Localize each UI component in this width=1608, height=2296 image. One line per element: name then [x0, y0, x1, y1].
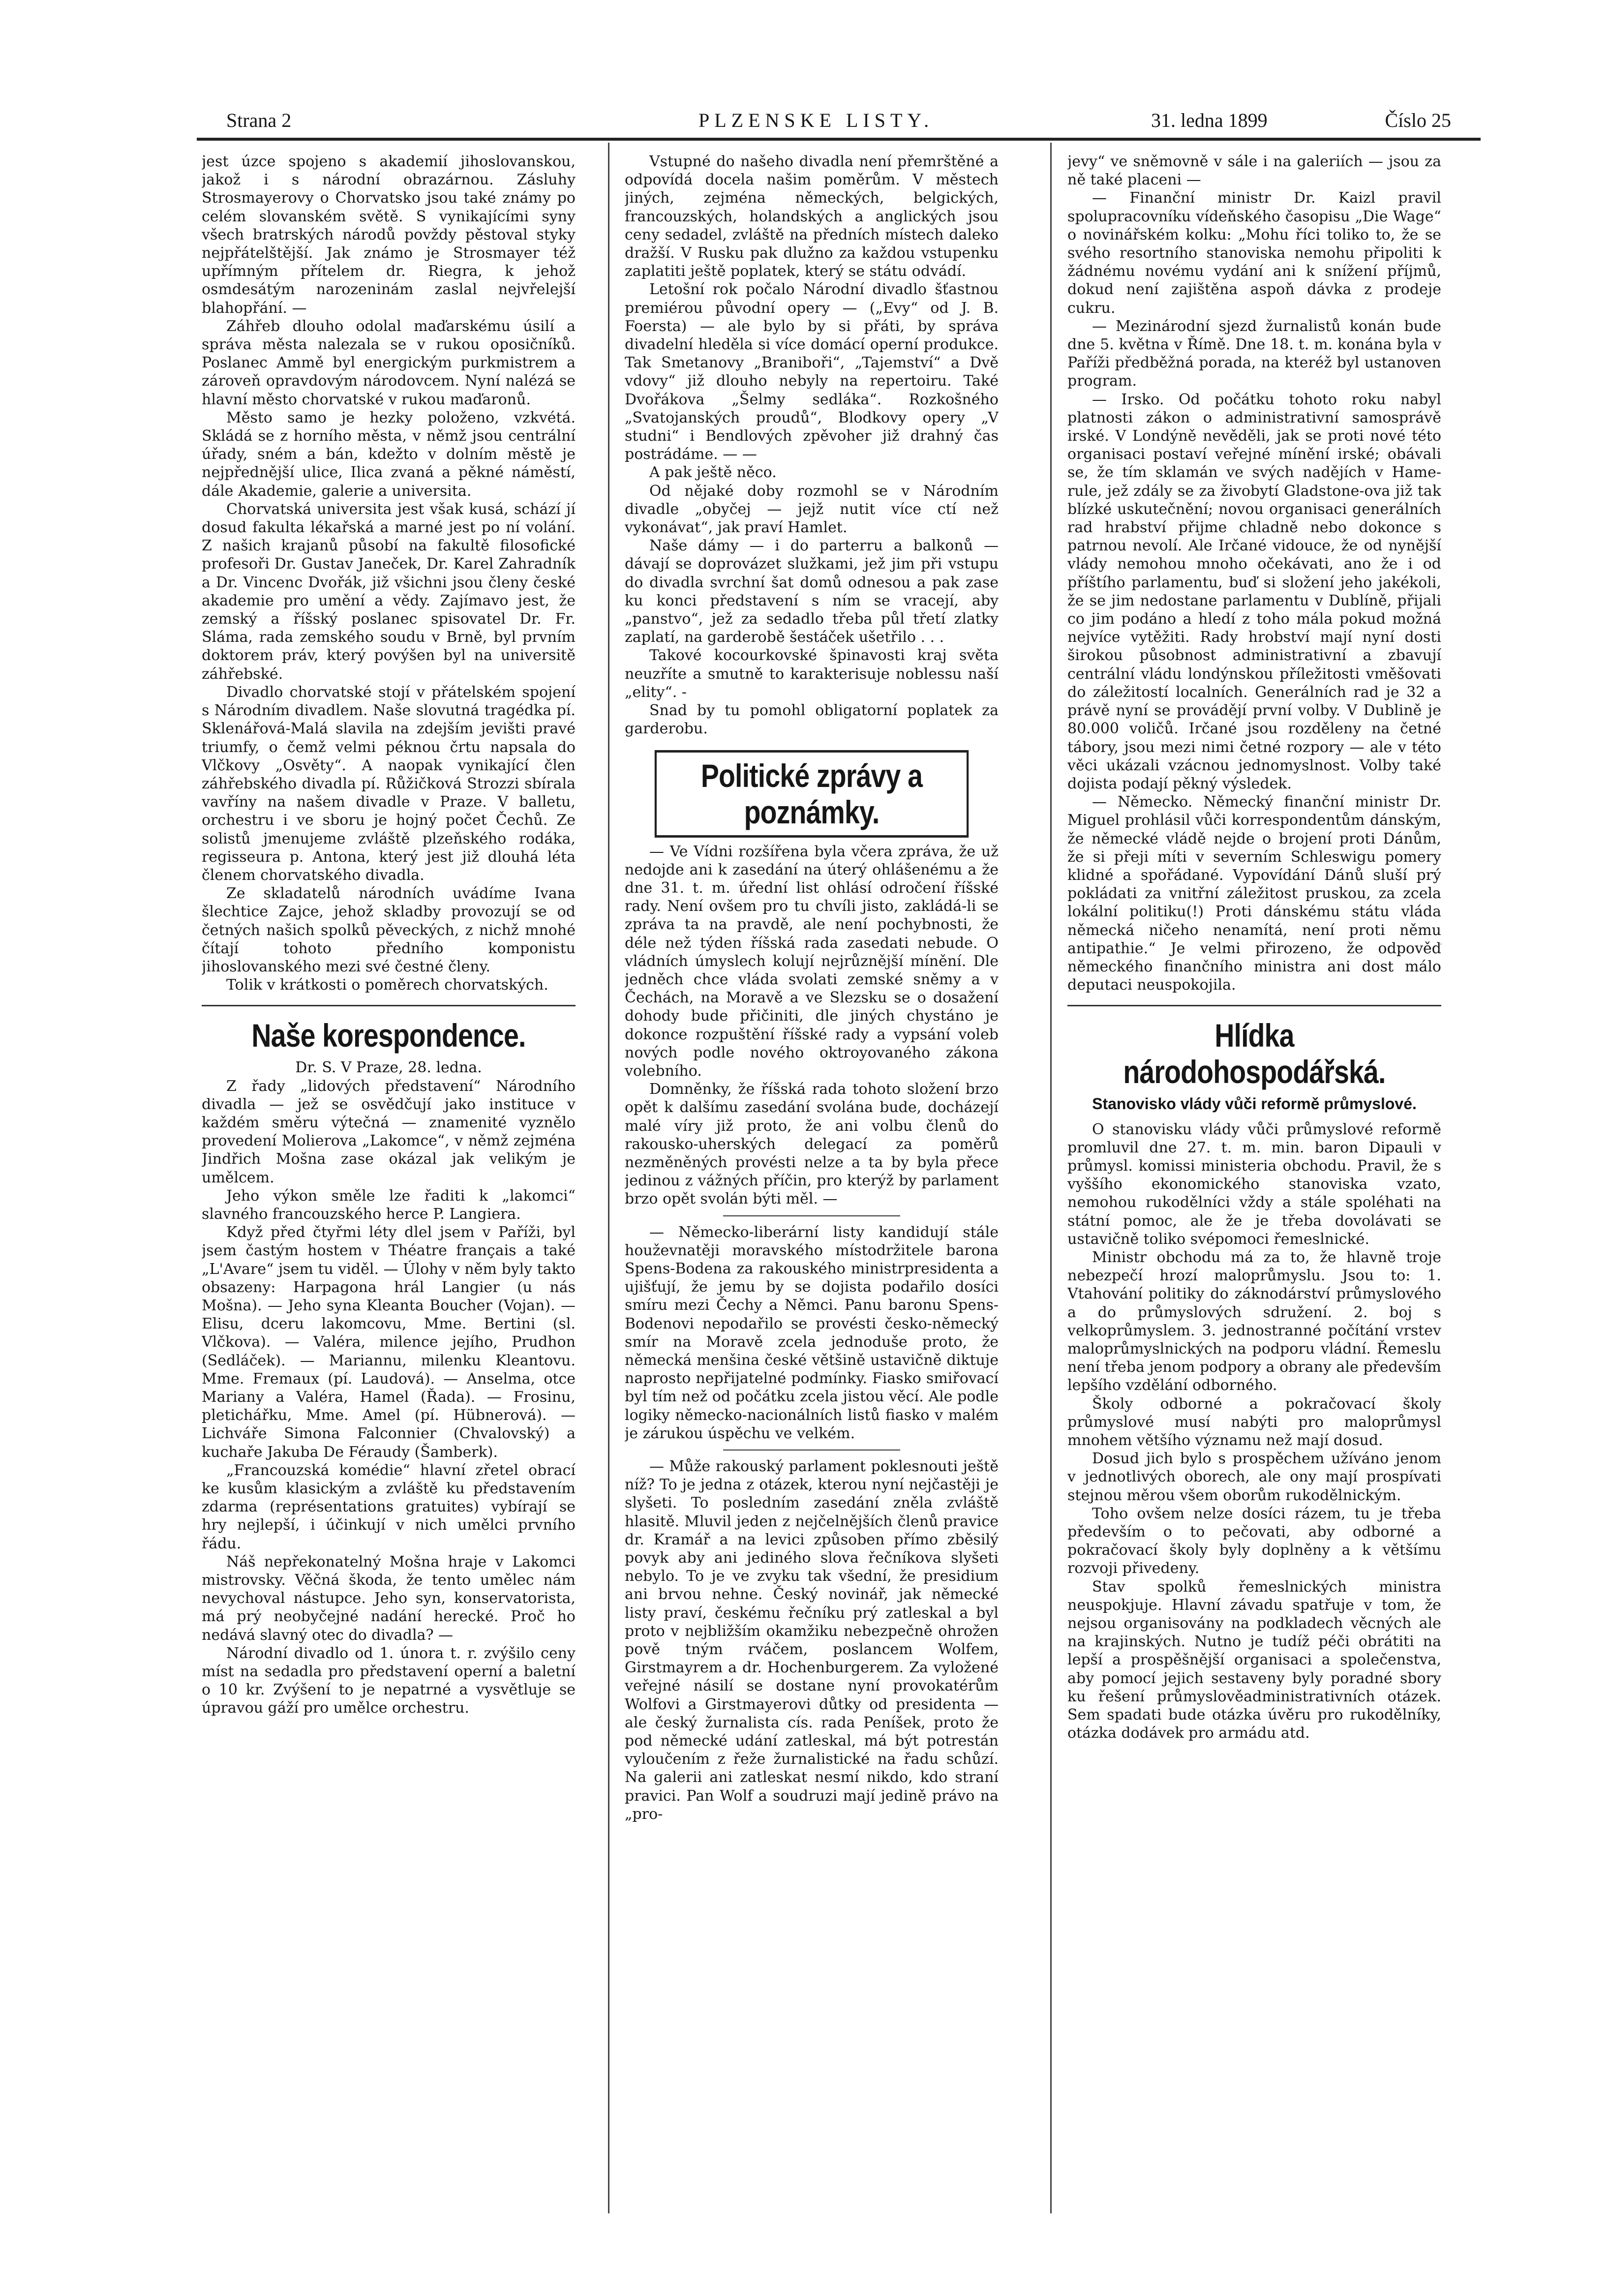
section-heading: Politické zprávy a poznámky.	[655, 750, 969, 838]
paragraph: Z řady „lidových představení“ Národního divadla — jež se osvědčují jako instituce v každém směru výtečná — znamenité vyznělo provedení Molierova „Lakomce“, v němž zejména Jindřich Mošna zase okázal jak velikým je umělcem.	[202, 1077, 576, 1186]
newspaper-title: PLZENSKE LISTY.	[698, 109, 934, 131]
paragraph: — Finanční ministr Dr. Kaizl pravil spolupracovníku vídeňského časopisu „Die Wage“ o novinářském kolku: „Mohu říci toliko to, že se svého resortního stanoviska nemohu připoliti k žádnému novému vydání ani k snížení příjmů, dokud není zajištěna aspoň dávka z prodeje cukru.	[1067, 189, 1441, 317]
paragraph: Letošní rok počalo Národní divadlo šťastnou premiérou původní opery — („Evy“ od J. B. Foersta) — ale bylo by si přáti, by správa divadelní hleděla si více domácí operní produkce. Tak Smetanovy „Braniboři“, „Tajemství“ a Dvě vdovy“ již dlouho nebyly na repertoiru. Také Dvořákova „Šelmy sedláka“. Rozkošného „Svatojanských proudů“, Blodkovy opery „V studni“ i Bendlových zpěvoher již drahný čas postrádáme. — —	[625, 281, 999, 463]
paragraph: Snad by tu pomohl obligatorní poplatek za garderobu.	[625, 702, 999, 738]
paragraph: Město samo je hezky položeno, vzkvétá. Skládá se z horního města, v němž jsou centrální úřady, sném a bán, kdežto v dolním městě je nejpřednější ulice, Ilica zvaná a pěkné náměstí, dále Akademie, galerie a universita.	[202, 409, 576, 500]
paragraph: Naše dámy — i do parterru a balkonů — dávají se doprovázet služkami, jež jim při vstupu do divadla svrchní šat domů odnesou a pak zase ku konci představení s ním se vracejí, aby „panstvo“, jež za sedadlo třeba půl třetí zlatky zaplatí, na garderobě šestáček ušetřilo . . .	[625, 537, 999, 646]
column-1	[202, 152, 576, 2233]
page-number: Strana 2	[226, 109, 292, 131]
dateline: Dr. S. V Praze, 28. ledna.	[295, 1059, 482, 1077]
paragraph: Ministr obchodu má za to, že hlavně troje nebezpečí hrozí maloprůmyslu. Jsou to: 1. Vtahování politiky do záknodárství průmyslového a do průmyslových sdružení. 2. boj s velkoprůmyslem. 3. jednostranné počítání vrstev maloprůmyslnických na podporu vládní. Řemeslu není třeba jenom podpory a obrany ale především lepšího vzdělání odborného.	[1067, 1248, 1441, 1394]
paragraph: Stav spolků řemeslnických ministra neuspokjuje. Hlavní závadu spatřuje v tom, že nejsou organisovány na podkladech věcných ale na krajinských. Nutno je tudíž péči obrátiti na lepší a prospěšnější organisaci a společenstva, aby pomocí jejich sestaveny byly poradné sbory ku řešení průmyslověadministrativních otázek. Sem spadati bude otázka úvěru pro rukodělníky, otázka dodávek pro armádu atd.	[1067, 1578, 1441, 1742]
column-rule-2	[1050, 143, 1052, 2213]
page-header	[226, 106, 1451, 135]
paragraph: O stanovisku vlády vůči průmyslové reformě promluvil dne 27. t. m. min. baron Dipauli v průmysl. komissi ministeria obchodu. Pravil, že s vyššího ekonomického stanoviska vzato, nemohou rukodělníci vždy a stále spoléhati na státní pomoc, ale že je třeba dovolávati se ustavičně toliko svépomoci řemeslnické.	[1067, 1120, 1441, 1248]
short-divider	[723, 1215, 900, 1216]
paragraph: Jeho výkon směle lze řaditi k „lakomci“ slavného francouzského herce P. Langiera.	[202, 1187, 576, 1223]
issue-date: 31. ledna 1899	[1151, 109, 1268, 131]
paragraph: Ze skladatelů národních uvádíme Ivana šlechtice Zajce, jehož skladby provozují se od četných našich spolků pěveckých, z nichž mnohé čítají tohoto předního komponistu jihoslovanského mezi své čestné členy.	[202, 885, 576, 975]
paragraph: — Mezinárodní sjezd žurnalistů konán bude dne 5. května v Římě. Dne 18. t. m. konána byla v Paříži předběžná porada, na kteréž byl ustanoven program.	[1067, 317, 1441, 390]
subheading: Stanovisko vlády vůči reformě průmyslové.	[1092, 1095, 1417, 1113]
header-rule	[197, 138, 1481, 141]
paragraph: — Může rakouský parlament poklesnouti ještě níž? To je jedna z otázek, kterou nyní nejčastěji je slyšeti. To posledním zasedání zněla zvláště hlasitě. Mluvil jeden z nejčelnějších členů pravice dr. Kramář a na levici způsoben přímo zběsilý povyk aby ani jediného slova řečníkova slyšeti nebylo. To je ve zvyku tak všední, že presidium ani brvou nehne. Český novinář, jak německé listy praví, českému řečníku prý zatleskal a byl proto v nejbližším okamžiku nebezpečně ohrožen pově tným rváčem, poslancem Wolfem, Girstmayrem a dr. Hochenburgerem. Za vyložené veřejné násilí se dostane nyní provokatérům Wolfovi a Girstmayerovi důtky od presidenta — ale český žurnalista cís. rada Peníšek, proto že pod německé udání zatleskal, má být potrestán vyloučením z řeže žurnalistické na řadu schůzí. Na galerii ani zatleskat nesmí nikdo, kdo straní pravici. Pan Wolf a soudruzi mají jedině právo na „pro-	[625, 1458, 999, 1823]
paragraph: — Irsko. Od počátku tohoto roku nabyl platnosti zákon o administrativní samosprávě irské. V Londýně nevěděli, jak se proti nové této organisaci postaví veřejné mínění irské; obávali se, že tím sklamán ve svých nadějích v Hame-rule, jež zdály se za živobytí Gladstone-ova již tak blízké uskutečnění; novou organisaci generálních rad hrabství přijme chladně nebo dokonce s patrnou nevolí. Ale Irčané vidouce, že od nynější vlády nemohou mnoho očekávati, ano že i od příštího parlamentu, buď si složení jeho jakékoli, že se jim nedostane parlamentu v Dublíně, přijali co jim podáno a hledí z toho mála pokud možná nejvíce vytěžiti. Rady hrobství mají nyní dosti širokou působnost administrativní a zbavují centrální vládu londýnskou příležitosti vměšovati do záležitostí localních. Generálních rad je 32 a právě nyní se provádějí první volby. V Dublině je 80.000 voličů. Irčané jsou rozděleny na četné tábory, jsou mezi nimi četné rozpory — ale v této věci ukázali vzácnou jednomyslnost. Volby také dojista podají pěkný výsledek.	[1067, 391, 1441, 792]
paragraph: — Německo. Německý finanční ministr Dr. Miguel prohlásil vůči korrespondentům dánským, že německé vládě nejde o brojení proti Dánům, že si přeji míti v severním Schleswigu pomery klidné a spořádané. Vypovídání Dánů sluší prý pokládati za vnitřní záležitost pruskou, za zcela lokální politiku(!) Proti dánskému státu vláda německá ničeho nenamítá, není proti němu antipathie.“ Je velmi přirozeno, že odpověď německého finančního ministra ani dost málo deputaci neuspokojila.	[1067, 793, 1441, 994]
paragraph: Dosud jich bylo s prospěchem užíváno jenom v jednotlivých oborech, ale ony mají prospívati stejnou měrou všem oborům rukodělnickým.	[1067, 1450, 1441, 1504]
column-3	[1067, 152, 1441, 2233]
column-rule-1	[608, 143, 609, 2213]
paragraph: A pak ještě něco.	[649, 464, 777, 482]
paragraph: Chorvatská universita jest však kusá, schází jí dosud fakulta lékařská a marné jest po ní volání. Z našich krajanů působí na fakultě filosofické profesoři Dr. Gustav Janeček, Dr. Karel Zahradník a Dr. Vincenc Dvořák, již všichni jsou členy české akademie pro umění a vědy. Zajímavo jest, že zemský a říšský poslanec spisovatel Dr. Fr. Sláma, rada zemského soudu v Brně, byl prvním doktorem práv, který povýšen byl na universitě záhřebské.	[202, 500, 576, 683]
paragraph: Náš nepřekonatelný Mošna hraje v Lakomci mistrovsky. Věčná škoda, že tento umělec nám nevychoval nástupce. Jeho syn, konservatorista, má prý neobyčejné nadání herecké. Proč ho nedává slavný otec do divadla? —	[202, 1553, 576, 1644]
paragraph: Národní divadlo od 1. února t. r. zvýšilo ceny míst na sedadla pro představení operní a baletní o 10 kr. Zvýšení to je nepatrné a vysvětluje se úpravou gáží pro umělce orchestru.	[202, 1644, 576, 1717]
paragraph: Toho ovšem nelze dosíci rázem, tu je třeba především o to pečovati, aby odborné a pokračovací školy byly doplněny a k většímu rozvoji přivedeny.	[1067, 1505, 1441, 1577]
paragraph: jest úzce spojeno s akademií jihoslovanskou, jakož i s národní obrazárnou. Zásluhy Strosmayerovy o Chorvatsko jsou také známy po celém slovanském světě. S vynikajícími syny všech bratrských národů povždy pěstoval styky nejpřátelštější. Jak známo je Strosmayer též upřímným přítelem dr. Riegra, k jehož osmdesátým narozeninám zaslal nejvřelejší blahopřání. —	[202, 153, 576, 317]
paragraph: Domněnky, že říšská rada tohoto složení brzo opět k dalšímu zasedání svolána bude, docházejí malé víry již proto, že ani volbu členů do rakousko-uherských delegací za poměrů nezměněných provésti nelze a ta by byla přece jedinou z vážných příčin, pro kterýž by parlament brzo opět svolán býti měl. —	[625, 1081, 999, 1208]
paragraph: Tolik v krátkosti o poměrech chorvatských.	[226, 976, 548, 994]
section-divider	[202, 1005, 576, 1006]
section-heading: Hlídka národohospodářská.	[1123, 1017, 1386, 1090]
paragraph: „Francouzská komédie“ hlavní zřetel obrací ke kusům klasickým a zvláště ku představením zdarma (représentations gratuites) vybírají se hry nejlepší, i účinkují v nich umělci prvního řádu.	[202, 1461, 576, 1552]
paragraph: Záhřeb dlouho odolal maďarskému úsilí a správa města nalezala se v rukou oposičníků. Poslanec Ammě byl energickým purkmistrem a zároveň opravdovým národovcem. Nyní nalézá se hlavní město chorvatské v rukou maďaronů.	[202, 317, 576, 408]
paragraph: jevy“ ve sněmovně v sále i na galeriích — jsou za ně také placeni —	[1067, 153, 1441, 189]
column-2	[625, 152, 999, 2233]
paragraph: Když před čtyřmi léty dlel jsem v Paříži, byl jsem častým hostem v Théatre français a také „L'Avare“ jsem tu viděl. — Úlohy v něm byly takto obsazeny: Harpagona hrál Langier (u nás Mošna). — Jeho syna Kleanta Boucher (Vojan). — Elisu, dceru lakomcovu, Mme. Bertini (sl. Vlčkova). — Valéra, milence jejího, Prudhon (Sedláček). — Mariannu, milenku Kleantovu. Mme. Fremaux (pí. Laudová). — Anselma, otce Mariany a Valéra, Hamel (Řada). — Frosinu, pletichářku, Mme. Amel (pí. Hübnerová). — Lichváře Simona Falconnier (Chvalovský) a kuchaře Jakuba De Féraudy (Šamberk).	[202, 1224, 576, 1461]
issue-number: Číslo 25	[1385, 109, 1451, 131]
paragraph: Školy odborné a pokračovací školy průmyslové musí nabýti pro maloprůmysl mnohem většího významu než mají dosud.	[1067, 1395, 1441, 1449]
paragraph: — Německo-liberární listy kandidují stále houževnatěji moravského místodržitele barona Spens-Bodena za rakouského ministrpresidenta a ujišťují, že jemu by se dojista podařilo dosíci smíru mezi Čechy a Němci. Panu baronu Spens-Bodenovi nepodařilo se provésti česko-německý smír na Moravě zcela jednoduše proto, že německá menšina české většině ustavičně diktuje naprosto nepřijatelné podmínky. Fiasko smiřovací byl tím než od počátku zcela jistou věcí. Ale podle logiky německo-nacionálních listů fiasko v malém je zárukou úspěchu ve velkém.	[625, 1223, 999, 1442]
paragraph: — Ve Vídni rozšířena byla včera zpráva, že už nedojde ani k zasedání na úterý ohlášenému a že dne 31. t. m. úřední list ohlásí odročení říšské rady. Není ovšem pro tu chvíli jisto, zakládá-li se zpráva ta na pravdě, ale není pochybnosti, že déle než týden říšská rada zasedati nebude. O vládních úmyslech kolují nejrůznější mínění. Dle jedněch chce vláda svolati zemské sněmy a v Čechách, na Moravě a ve Slezsku se o dosažení dohody bude přičiniti, dle jiných chystáno je dokonce rozpuštění říšské rady a vypsání voleb nových podle nového oktroyovaného zákona volebního.	[625, 843, 999, 1080]
paragraph: Od nějaké doby rozmohl se v Národním divadle „obyčej — jejž nutit více ctí než vykonávat“, jak praví Hamlet.	[625, 482, 999, 537]
paragraph: Takové kocourkovské špinavosti kraj světa neuzříte a smutně to karakterisuje noblessu naší „elity“. -	[625, 647, 999, 701]
paragraph: Vstupné do našeho divadla není přemrštěné a odpovídá docela našim poměrům. V městech jiných, zejména německých, belgických, francouzských, holandských a anglických jsou ceny sedadel, zvláště na předních místech daleko dražší. V Rusku pak dlužno za každou vstupenku zaplatiti ještě poplatek, který se státu odvádí.	[625, 153, 999, 280]
paragraph: Divadlo chorvatské stojí v přátelském spojení s Národním divadlem. Naše slovutná tragédka pí. Sklenářová-Malá slavila na zdejším jevišti pravé triumfy, o čemž velmi péknou črtu napsala do Vlčkovy „Osvěty“. A naopak vynikající člen záhřebského divadla pí. Růžičková Strozzi sbírala vavříny na našem divadle v Praze. V balletu, orchestru i ve sboru je hojný počet Čechů. Ze solistů jmenujeme zvláště plzeňského rodáka, regisseura p. Antona, který jest již dlouhá léta členem chorvatského divadla.	[202, 683, 576, 884]
section-heading: Naše korespondence.	[251, 1017, 526, 1054]
section-divider	[1067, 1005, 1441, 1006]
